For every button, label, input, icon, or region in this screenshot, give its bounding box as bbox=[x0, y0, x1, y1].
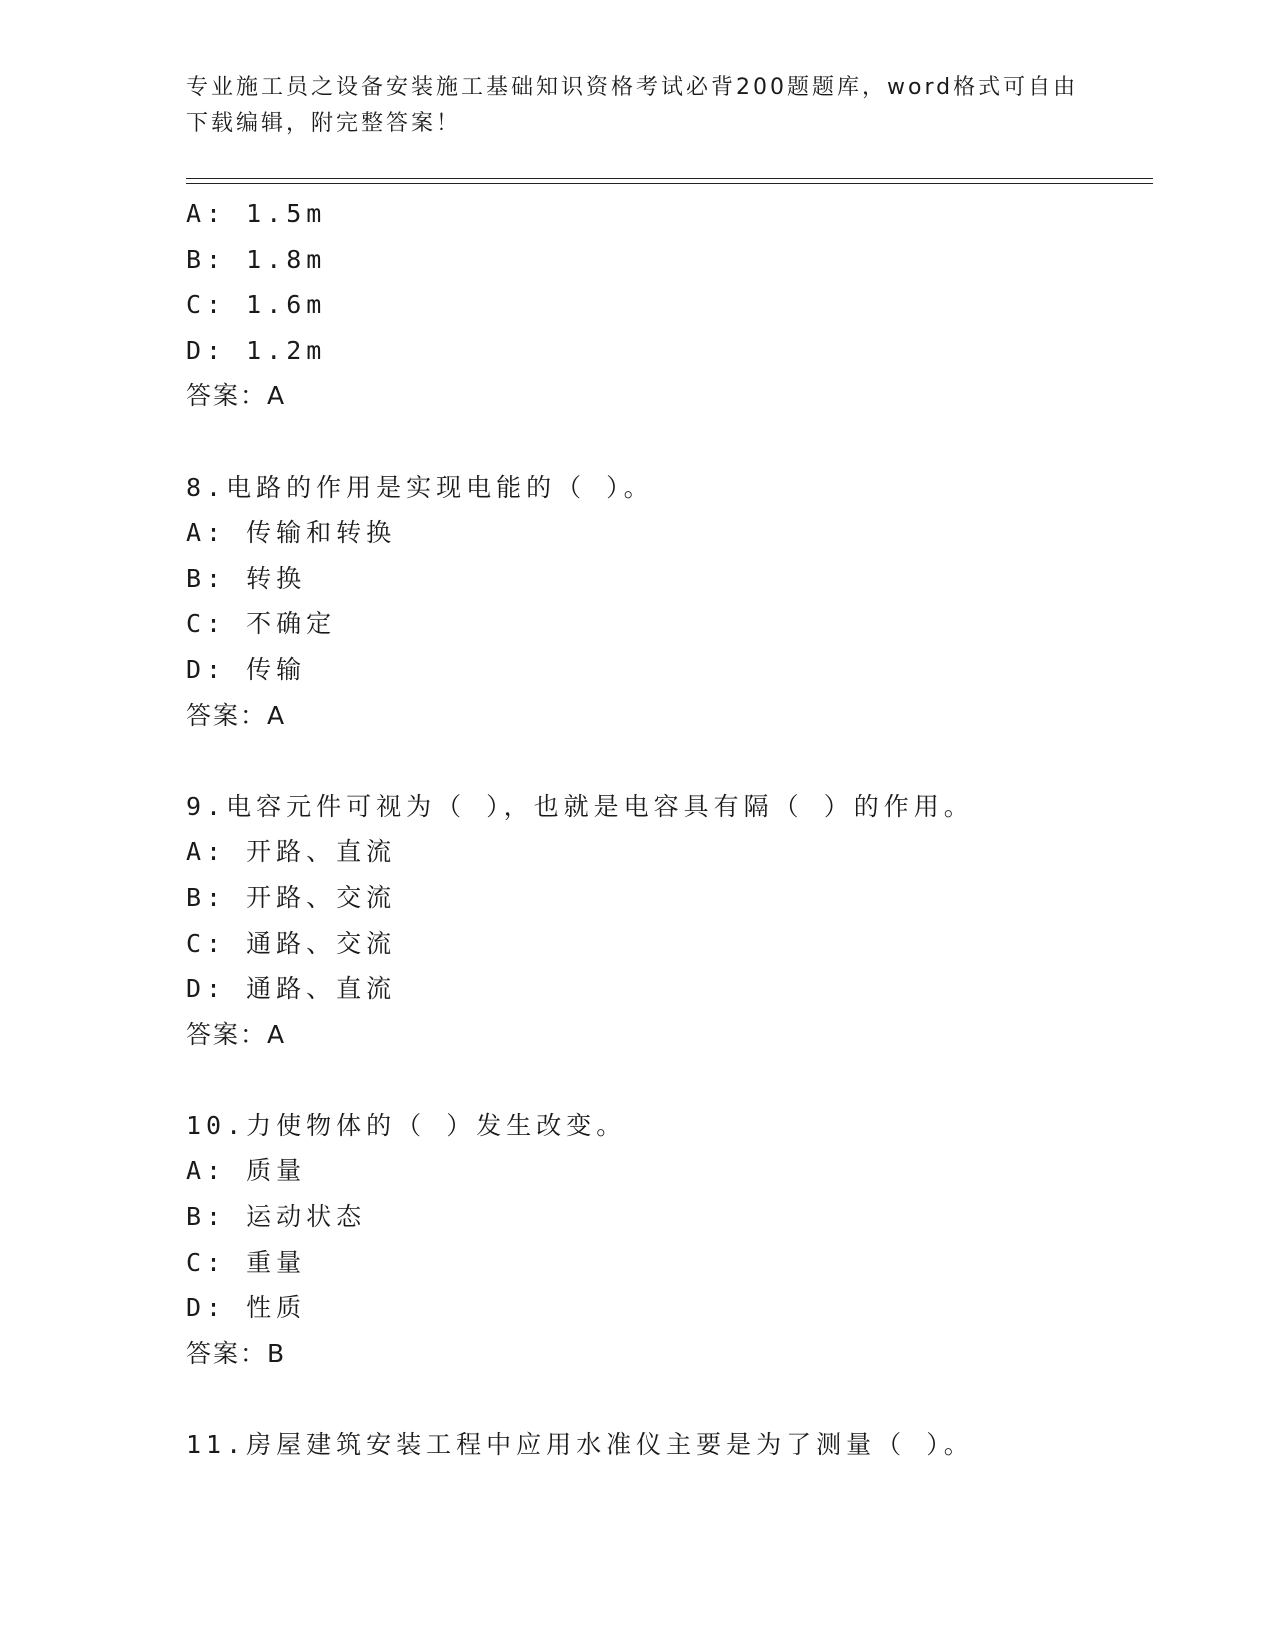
question-block-9 bbox=[186, 784, 1146, 1058]
option-b: B: 转换 bbox=[186, 563, 307, 593]
header-title-line-2: 下载编辑，附完整答案！ bbox=[186, 111, 462, 136]
option-d: D: 传输 bbox=[186, 654, 307, 684]
question-block-8 bbox=[186, 465, 1146, 739]
option-d: D: 1.2m bbox=[186, 335, 327, 365]
spacer bbox=[186, 738, 1146, 784]
question-text: 8.电路的作用是实现电能的（ ）。 bbox=[186, 472, 654, 502]
option-d: D: 通路、直流 bbox=[186, 974, 397, 1004]
answer-label: 答案：A bbox=[186, 700, 287, 730]
question-block-10 bbox=[186, 1103, 1146, 1377]
option-b: B: 开路、交流 bbox=[186, 882, 397, 912]
option-a: A: 开路、直流 bbox=[186, 837, 397, 867]
question-block-7 bbox=[186, 191, 1146, 419]
header-divider-bottom bbox=[186, 183, 1153, 184]
question-block-11 bbox=[186, 1422, 1146, 1468]
option-d: D: 性质 bbox=[186, 1293, 307, 1323]
spacer bbox=[186, 1376, 1146, 1422]
option-c: C: 不确定 bbox=[186, 609, 337, 639]
header-title-line-1: 专业施工员之设备安装施工基础知识资格考试必背200题题库，word格式可自由 bbox=[186, 75, 1079, 100]
answer-label: 答案：B bbox=[186, 1338, 287, 1368]
option-a: A: 传输和转换 bbox=[186, 518, 397, 548]
answer-label: 答案：A bbox=[186, 1019, 287, 1049]
question-list bbox=[186, 191, 1146, 1468]
option-c: C: 通路、交流 bbox=[186, 928, 397, 958]
spacer bbox=[186, 1057, 1146, 1103]
option-a: A: 质量 bbox=[186, 1156, 307, 1186]
question-text: 10.力使物体的（ ）发生改变。 bbox=[186, 1110, 627, 1140]
question-text: 11.房屋建筑安装工程中应用水准仪主要是为了测量（ ）。 bbox=[186, 1430, 974, 1460]
option-c: C: 重量 bbox=[186, 1247, 307, 1277]
header-divider-top bbox=[186, 178, 1153, 179]
option-a: A: 1.5m bbox=[186, 199, 327, 228]
option-c: C: 1.6m bbox=[186, 290, 327, 320]
document-header bbox=[186, 70, 1086, 142]
question-text: 9.电容元件可视为（ ），也就是电容具有隔（ ）的作用。 bbox=[186, 791, 974, 821]
spacer bbox=[186, 419, 1146, 465]
option-b: B: 运动状态 bbox=[186, 1202, 367, 1232]
option-b: B: 1.8m bbox=[186, 244, 327, 274]
answer-label: 答案：A bbox=[186, 381, 287, 411]
